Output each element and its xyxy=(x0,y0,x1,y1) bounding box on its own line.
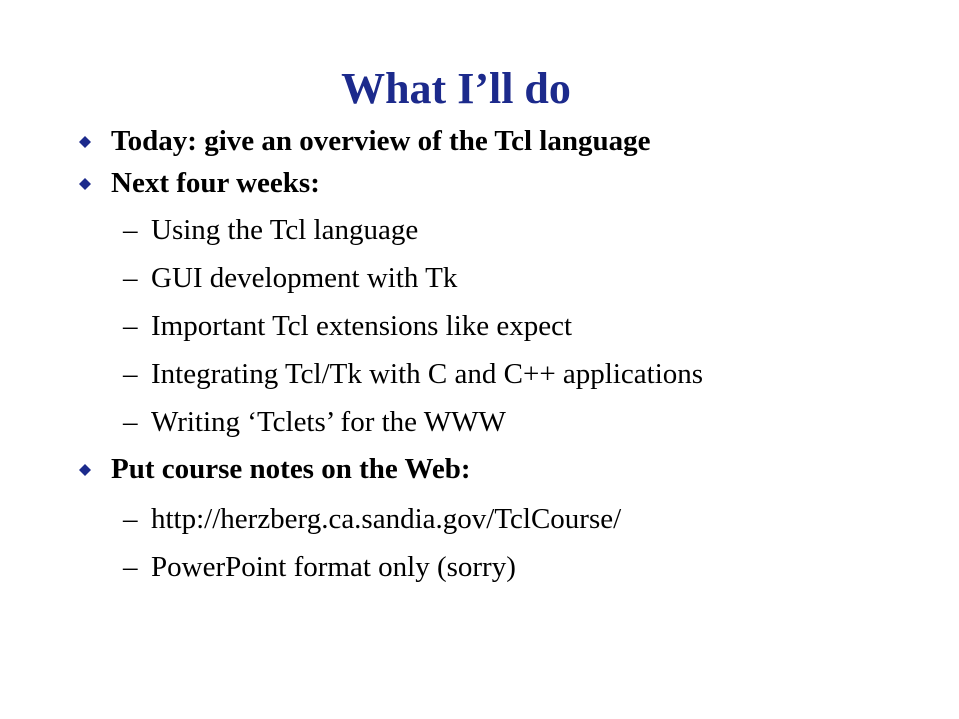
sub-item-text: Using the Tcl language xyxy=(151,214,419,246)
sub-item-format xyxy=(123,550,516,584)
dash-marker: – xyxy=(123,262,138,294)
diamond-bullet-icon xyxy=(79,464,91,476)
dash-marker: – xyxy=(123,358,138,390)
sub-item-text: Integrating Tcl/Tk with C and C++ applications xyxy=(151,358,704,390)
bullet-item-overview: Today: give an overview of the Tcl language xyxy=(111,125,651,157)
sub-item-integrating xyxy=(123,357,703,391)
sub-item-text: PowerPoint format only (sorry) xyxy=(151,551,516,583)
dash-marker: – xyxy=(123,310,138,342)
sub-item-gui-tk xyxy=(123,261,457,295)
bullet-item-course-notes: Put course notes on the Web: xyxy=(111,453,471,485)
sub-item-using-tcl xyxy=(123,213,418,247)
dash-marker: – xyxy=(123,214,138,246)
sub-item-text: Important Tcl extensions like expect xyxy=(151,310,573,342)
diamond-bullet-icon xyxy=(79,136,91,148)
diamond-bullet-icon xyxy=(79,178,91,190)
sub-item-text: Writing ‘Tclets’ for the WWW xyxy=(151,406,506,438)
dash-marker: – xyxy=(123,503,138,535)
dash-marker: – xyxy=(123,551,138,583)
dash-marker: – xyxy=(123,406,138,438)
sub-item-text: http://herzberg.ca.sandia.gov/TclCourse/ xyxy=(151,503,622,535)
sub-item-text: GUI development with Tk xyxy=(151,262,458,294)
slide-title: What I’ll do xyxy=(341,64,571,113)
bullet-item-next-weeks: Next four weeks: xyxy=(111,167,320,199)
sub-item-extensions xyxy=(123,309,572,343)
sub-item-tclets xyxy=(123,405,506,439)
sub-item-url xyxy=(123,502,621,536)
